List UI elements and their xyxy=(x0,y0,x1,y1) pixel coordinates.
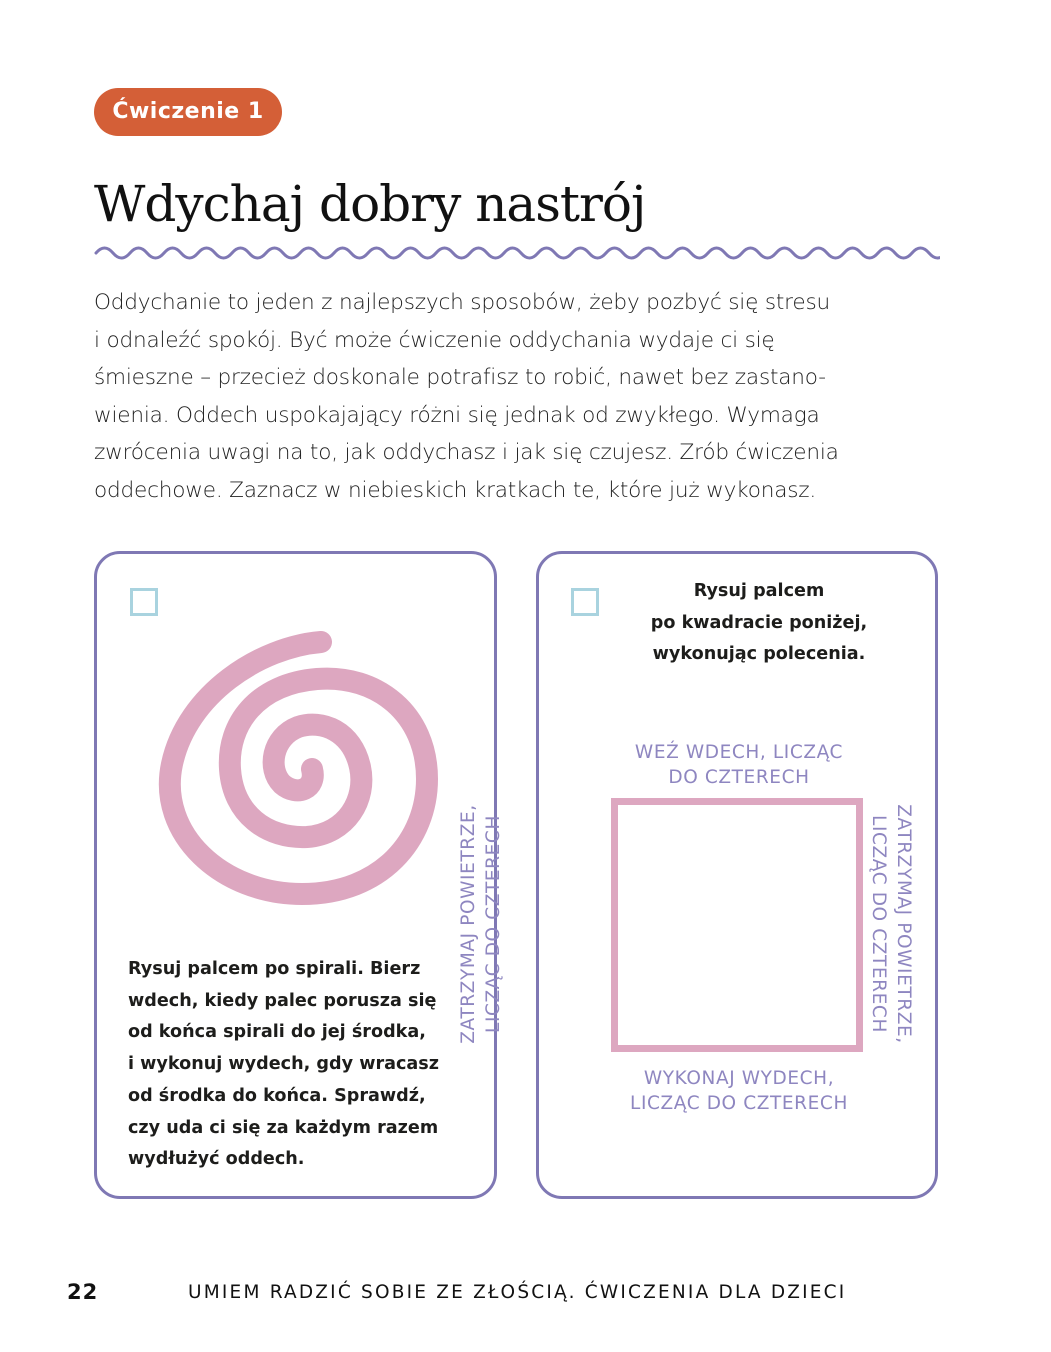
completion-checkbox[interactable] xyxy=(571,588,599,616)
wavy-divider xyxy=(94,242,940,264)
intro-line: i odnaleźć spokój. Być może ćwiczenie oddychania wydaje ci się xyxy=(94,327,775,353)
label-line: DO CZTERECH xyxy=(668,767,810,788)
label-line: ZATRZYMAJ POWIETRZE, xyxy=(893,804,914,1044)
instruction-line: od końca spirali do jej środka, xyxy=(128,1022,426,1043)
completion-checkbox[interactable] xyxy=(130,588,158,616)
label-line: LICZĄC DO CZTERECH xyxy=(868,815,889,1033)
intro-line: zwrócenia uwagi na to, jak oddychasz i jak się czujesz. Zrób ćwiczenia xyxy=(94,440,839,466)
instruction-line: Rysuj palcem po spirali. Bierz xyxy=(128,959,421,979)
breathing-square xyxy=(611,798,863,1052)
intro-line: śmieszne – przecież doskonale potrafisz to robić, nawet bez zastano- xyxy=(94,365,826,391)
intro-line: oddechowe. Zaznacz w niebieskich kratkach te, które już wykonasz. xyxy=(94,477,817,503)
instruction-line: wydłużyć oddech. xyxy=(128,1149,305,1170)
hold-label-right xyxy=(866,794,916,1054)
page-title: Wdychaj dobry nastrój xyxy=(94,175,646,233)
spiral-instructions xyxy=(128,954,468,1176)
label-line: LICZĄC DO CZTERECH xyxy=(483,815,504,1033)
book-title: UMIEM RADZIĆ SOBIE ZE ZŁOŚCIĄ. ĆWICZENIA DLA DZIECI xyxy=(188,1282,847,1303)
exhale-label xyxy=(593,1066,885,1116)
page-number: 22 xyxy=(67,1280,99,1304)
instruction-line: od środka do końca. Sprawdź, xyxy=(128,1085,426,1106)
square-instructions xyxy=(619,576,899,671)
instruction-line: i wykonuj wydech, gdy wracasz xyxy=(128,1054,440,1075)
spiral-drawing xyxy=(142,619,462,919)
label-line: LICZĄC DO CZTERECH xyxy=(630,1093,848,1114)
intro-line: Oddychanie to jeden z najlepszych sposobów, żeby pozbyć się stresu xyxy=(94,290,831,315)
hold-label-left xyxy=(456,794,506,1054)
square-breathing-card xyxy=(458,551,938,1199)
spiral-path xyxy=(170,642,427,894)
intro-line: wienia. Oddech uspokajający różni się jednak od zwykłego. Wymaga xyxy=(94,402,820,428)
label-line: WEŹ WDECH, LICZĄC xyxy=(634,742,844,763)
instruction-line: czy uda ci się za każdym razem xyxy=(128,1117,439,1138)
label-line: ZATRZYMAJ POWIETRZE, xyxy=(458,804,479,1044)
wavy-line xyxy=(96,248,940,258)
intro-paragraph xyxy=(94,284,964,510)
instruction-line: wdech, kiedy palec porusza się xyxy=(128,990,437,1011)
inhale-label xyxy=(613,740,865,790)
instruction-line: Rysuj palcem xyxy=(693,581,825,601)
instruction-line: po kwadracie poniżej, xyxy=(650,612,868,633)
exercise-badge: Ćwiczenie 1 xyxy=(94,88,282,136)
instruction-line: wykonując polecenia. xyxy=(652,644,866,664)
spiral-exercise-card xyxy=(94,551,497,1199)
label-line: WYKONAJ WYDECH, xyxy=(643,1068,835,1089)
